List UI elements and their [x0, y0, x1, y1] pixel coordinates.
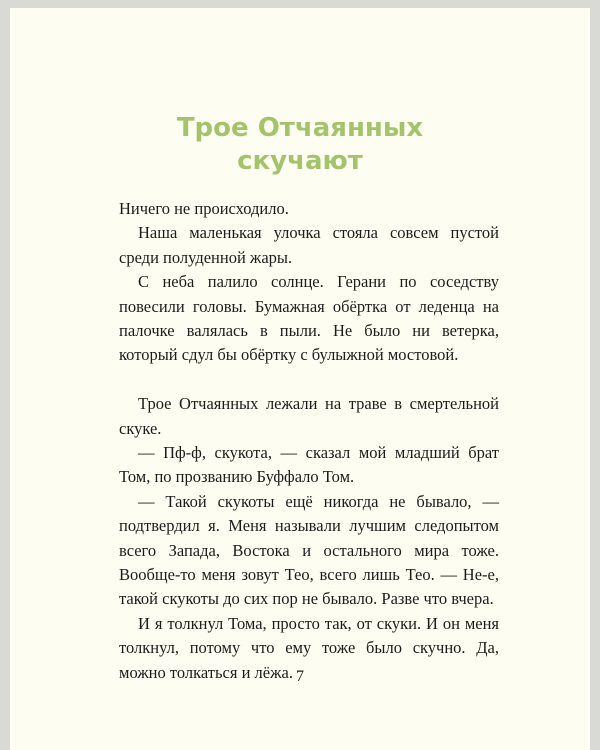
- paragraph-2: Наша маленькая улочка стояла совсем пустой среди полуденной жары.: [119, 223, 499, 267]
- paragraph-7: И я толкнул Тома, просто так, от скуки. И он меня толкнул, потому что ему тоже было скучно. Да, можно толкаться и лёжа.: [119, 613, 499, 682]
- chapter-title: [10, 112, 590, 178]
- chapter-title-line-1: Трое Отчаянных: [176, 113, 424, 143]
- paragraph-5: — Пф-ф, скукота, — сказал мой младший брат Том, по прозванию Буффало Том.: [119, 443, 499, 487]
- page-number: 7: [296, 668, 304, 685]
- paragraph-1: Ничего не происходило.: [119, 199, 289, 218]
- chapter-body: [119, 197, 499, 685]
- paragraph-3: С неба палило солнце. Герани по соседству повесили головы. Бумажная обёртка от леденца на палочке валялась в пыли. Не было ни ветерка, который сдул бы обёртку с булыжной мостовой.: [119, 272, 499, 365]
- paragraph-4: Трое Отчаянных лежали на траве в смертельной скуке.: [119, 394, 499, 438]
- chapter-title-line-2: скучают: [237, 146, 363, 176]
- book-page: [10, 8, 590, 750]
- paragraph-6: — Такой скукоты ещё никогда не бывало, — подтвердил я. Меня называли лучшим следопытом всего Запада, Востока и остального мира тоже. Вообще-то меня зовут Тео, всего лишь Тео. — Не-е, такой скукоты до сих пор не бывало. Разве что вчера.: [119, 491, 499, 609]
